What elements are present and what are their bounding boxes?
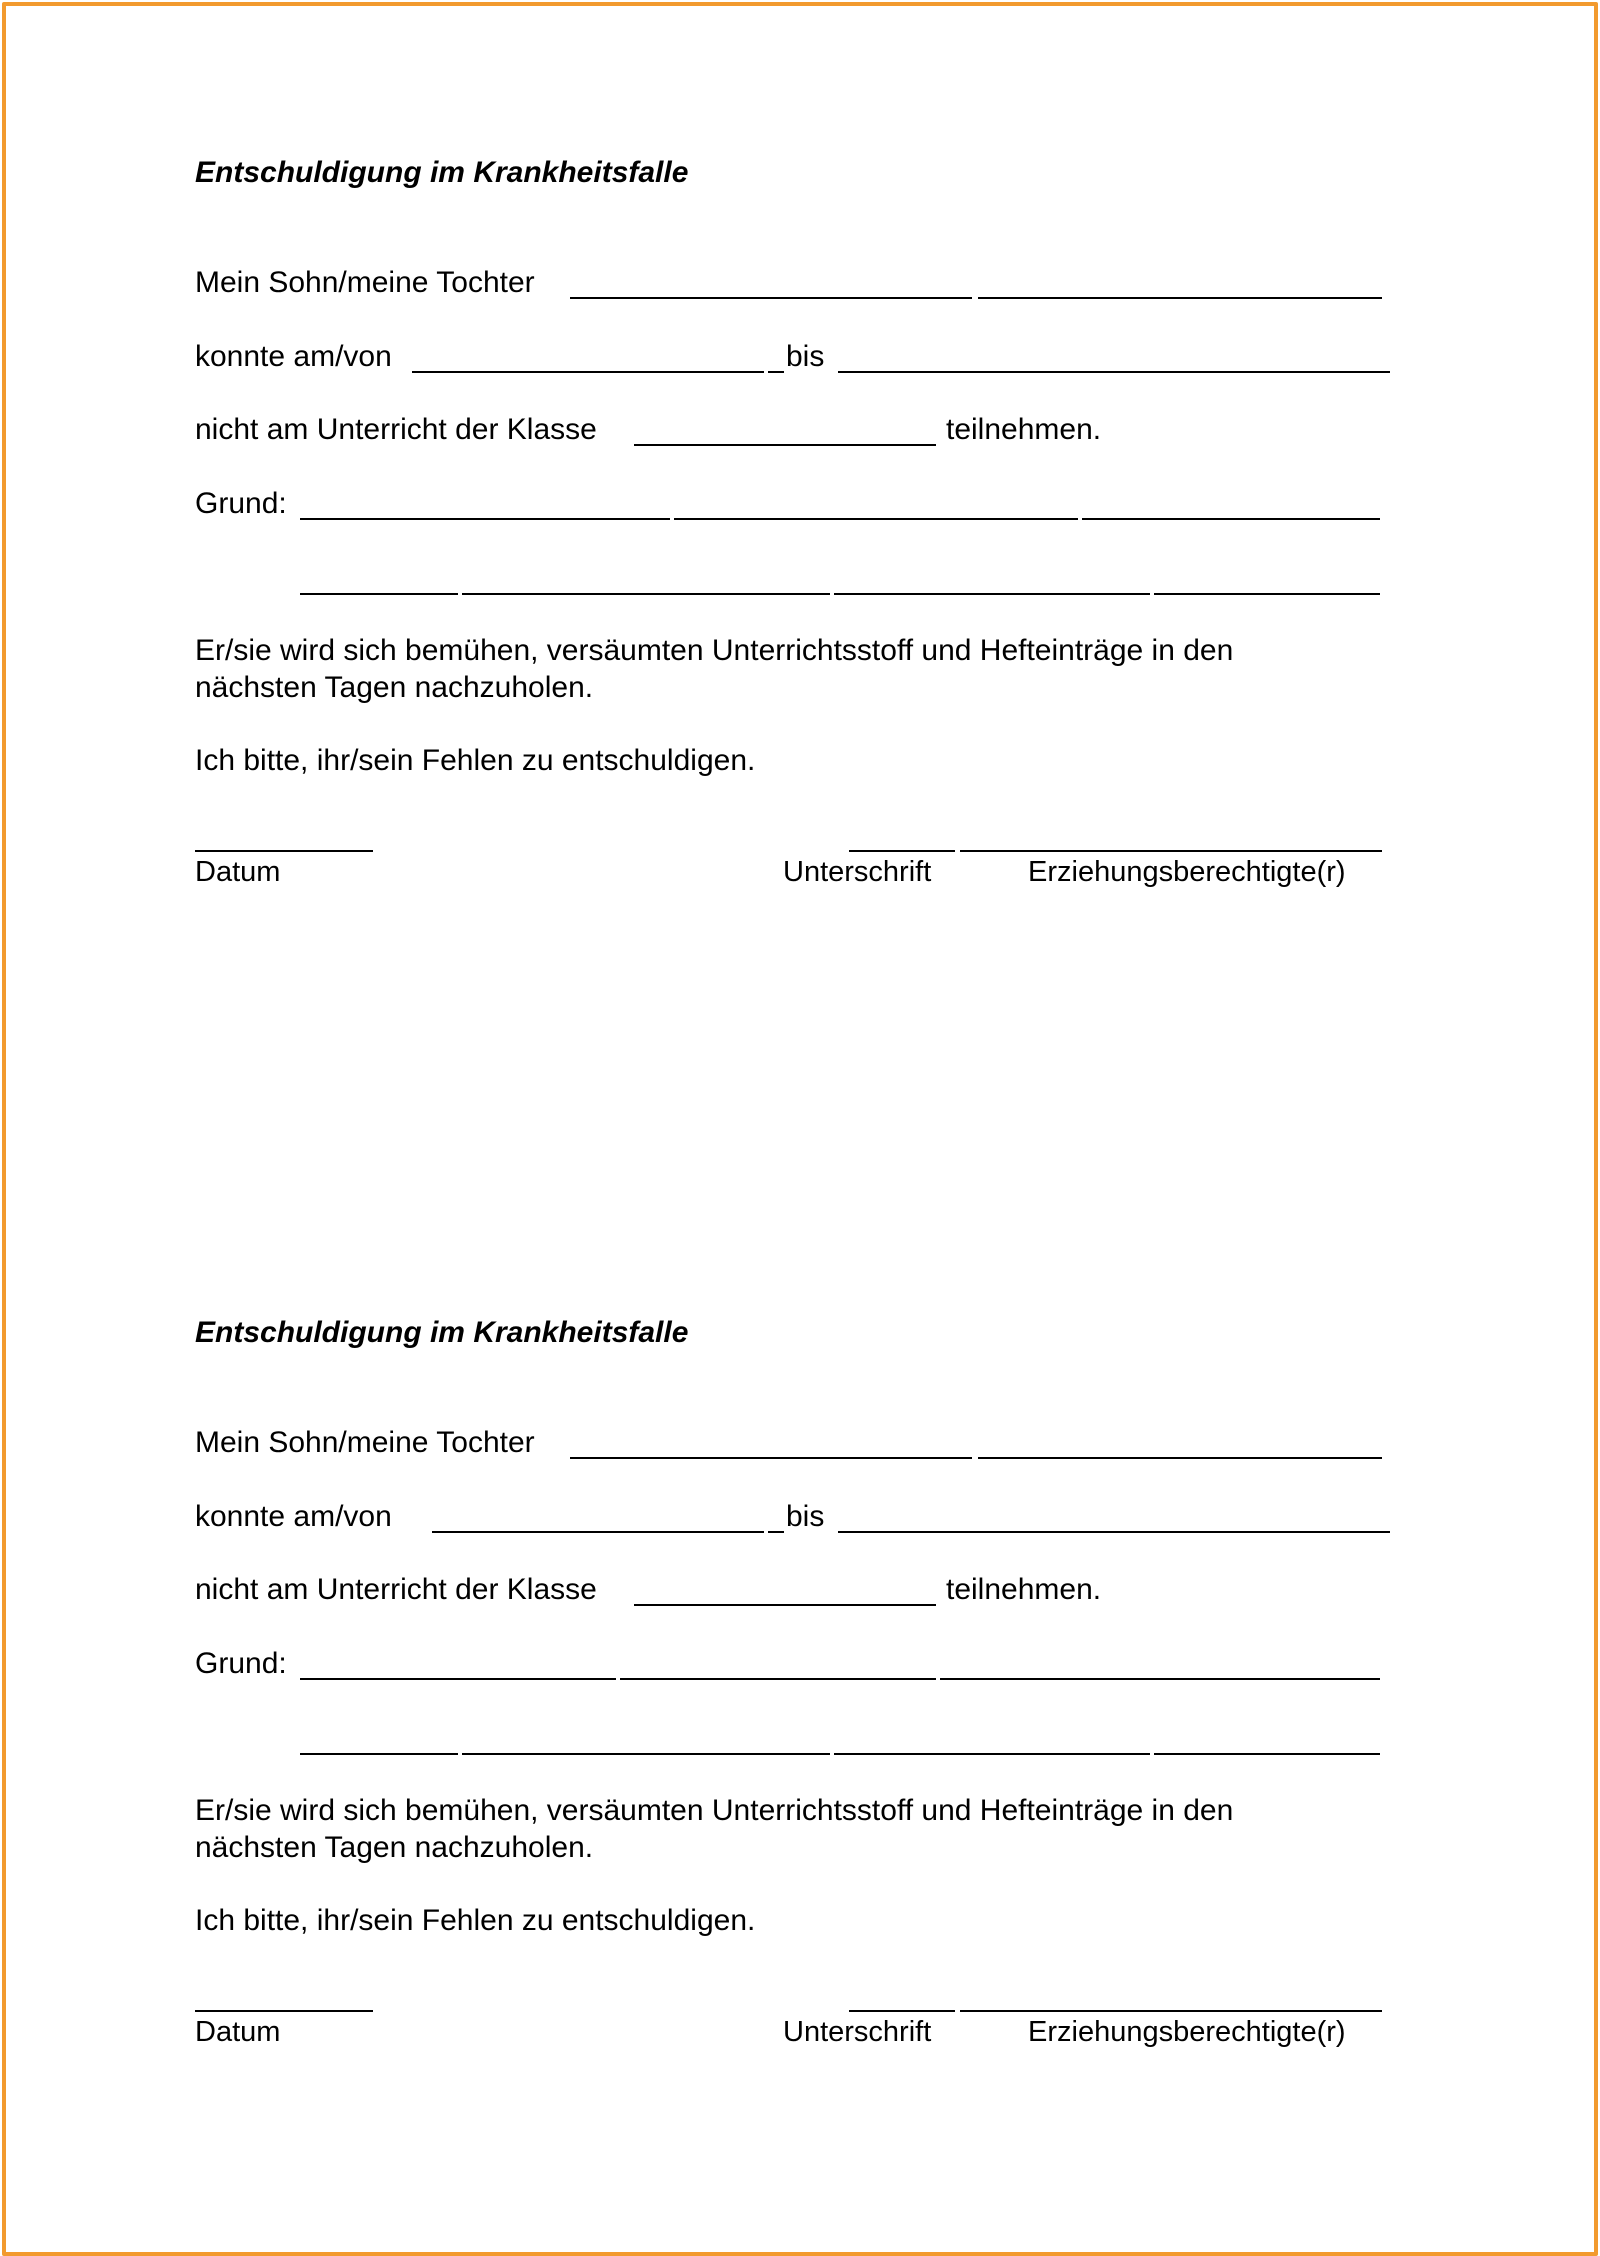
date-caption: Datum [195, 856, 281, 888]
reason-line-1a[interactable] [300, 1678, 616, 1680]
class-suffix: teilnehmen. [946, 413, 1102, 446]
date-caption: Datum [195, 2016, 281, 2048]
paragraph-line-2: nächsten Tagen nachzuholen. [195, 1831, 594, 1864]
class-line[interactable] [634, 1604, 936, 1606]
date-from-label: konnte am/von [195, 340, 392, 373]
signature-line-b[interactable] [960, 2010, 1382, 2012]
date-connector-line [768, 371, 784, 373]
date-connector-line [768, 1531, 784, 1533]
reason-label: Grund: [195, 1647, 287, 1680]
form-title: Entschuldigung im Krankheitsfalle [195, 156, 689, 189]
class-line[interactable] [634, 444, 936, 446]
reason-label: Grund: [195, 487, 287, 520]
reason-line-2c[interactable] [834, 1753, 1150, 1755]
date-from-label: konnte am/von [195, 1500, 392, 1533]
date-signature-line[interactable] [195, 850, 373, 852]
reason-line-2b[interactable] [462, 593, 830, 595]
reason-line-1c[interactable] [940, 1678, 1380, 1680]
date-from-line[interactable] [412, 371, 764, 373]
paragraph-line-1: Er/sie wird sich bemühen, versäumten Unterrichtsstoff und Hefteinträge in den [195, 1794, 1234, 1827]
excuse-form-2 [0, 1160, 1600, 2048]
child-name-line[interactable] [570, 297, 972, 299]
child-label: Mein Sohn/meine Tochter [195, 266, 535, 299]
child-name-line-2[interactable] [978, 1457, 1382, 1459]
reason-line-2c[interactable] [834, 593, 1150, 595]
class-label: nicht am Unterricht der Klasse [195, 413, 597, 446]
reason-line-1b[interactable] [674, 518, 1078, 520]
paragraph-line-1: Er/sie wird sich bemühen, versäumten Unterrichtsstoff und Hefteinträge in den [195, 634, 1234, 667]
reason-line-2a[interactable] [300, 1753, 458, 1755]
reason-line-2a[interactable] [300, 593, 458, 595]
guardian-caption: Erziehungsberechtigte(r) [1028, 856, 1346, 888]
request-text: Ich bitte, ihr/sein Fehlen zu entschuldigen. [195, 1904, 756, 1937]
date-to-label: bis [786, 1500, 825, 1533]
date-signature-line[interactable] [195, 2010, 373, 2012]
signature-caption: Unterschrift [783, 2016, 932, 2048]
signature-line-a[interactable] [849, 2010, 955, 2012]
signature-caption: Unterschrift [783, 856, 932, 888]
signature-line-b[interactable] [960, 850, 1382, 852]
date-to-line[interactable] [838, 371, 1390, 373]
reason-line-2d[interactable] [1154, 593, 1380, 595]
request-text: Ich bitte, ihr/sein Fehlen zu entschuldigen. [195, 744, 756, 777]
excuse-form-1 [0, 0, 1600, 888]
date-to-line[interactable] [838, 1531, 1390, 1533]
child-name-line[interactable] [570, 1457, 972, 1459]
reason-line-1a[interactable] [300, 518, 670, 520]
date-to-label: bis [786, 340, 825, 373]
date-from-line[interactable] [432, 1531, 764, 1533]
reason-line-2d[interactable] [1154, 1753, 1380, 1755]
guardian-caption: Erziehungsberechtigte(r) [1028, 2016, 1346, 2048]
child-name-line-2[interactable] [978, 297, 1382, 299]
reason-line-2b[interactable] [462, 1753, 830, 1755]
class-label: nicht am Unterricht der Klasse [195, 1573, 597, 1606]
paragraph-line-2: nächsten Tagen nachzuholen. [195, 671, 594, 704]
reason-line-1b[interactable] [620, 1678, 936, 1680]
class-suffix: teilnehmen. [946, 1573, 1102, 1606]
signature-line-a[interactable] [849, 850, 955, 852]
reason-line-1c[interactable] [1082, 518, 1380, 520]
form-title: Entschuldigung im Krankheitsfalle [195, 1316, 689, 1349]
child-label: Mein Sohn/meine Tochter [195, 1426, 535, 1459]
